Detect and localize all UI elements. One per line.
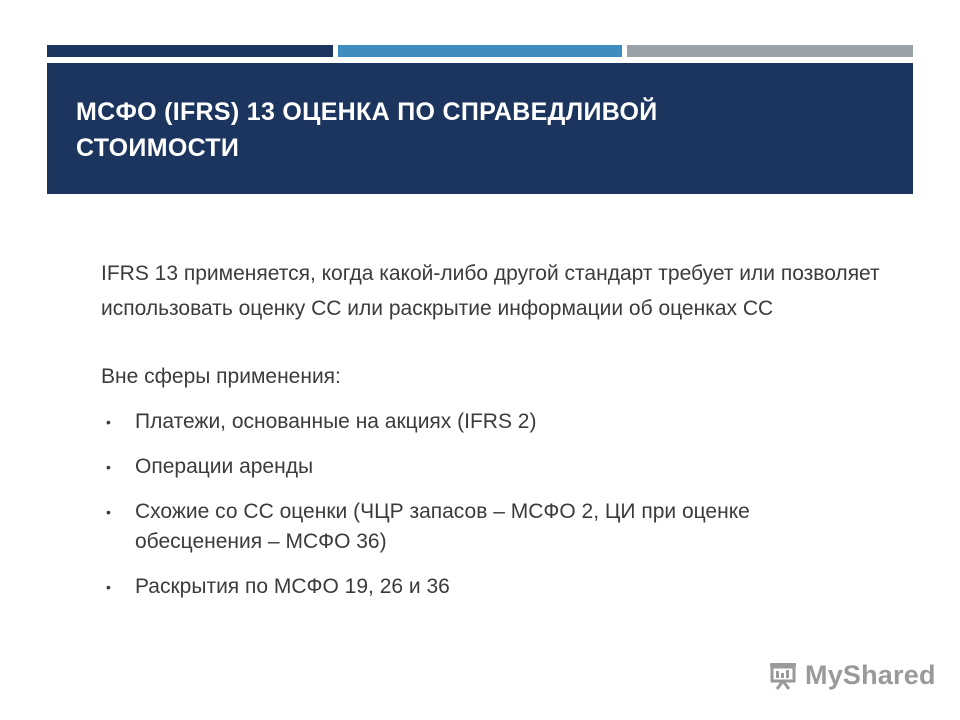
presentation-board-icon: [767, 659, 799, 691]
header-stripe-blue: [338, 45, 622, 57]
intro-paragraph: IFRS 13 применяется, когда какой-либо другой стандарт требует или позволяет использовать оценку СС или раскрытие информации об оценках СС: [101, 262, 880, 320]
bullet-icon: •: [106, 579, 111, 595]
bullet-icon: •: [106, 414, 111, 430]
slide-content: [101, 256, 901, 617]
logo-text: MyShared: [805, 659, 936, 690]
header-stripe-dark: [47, 45, 333, 57]
list-item-text: Схожие со СС оценки (ЧЦР запасов – МСФО 2, ЦИ при оценке обесценения – МСФО 36): [135, 500, 750, 553]
slide-title: МСФО (IFRS) 13 ОЦЕНКА ПО СПРАВЕДЛИВОЙ СТОИМОСТИ: [76, 97, 658, 162]
title-bar: [47, 63, 913, 194]
list-item-text: Платежи, основанные на акциях (IFRS 2): [135, 410, 537, 433]
bullet-icon: •: [106, 504, 111, 520]
list-item-text: Операции аренды: [135, 455, 314, 478]
myshared-logo: [767, 655, 936, 695]
list-item: [101, 497, 835, 557]
scope-heading: Вне сферы применения:: [101, 365, 341, 388]
header-stripe-gray: [627, 45, 913, 57]
list-item: [101, 407, 901, 437]
exclusion-list: [101, 407, 901, 602]
list-item: [101, 572, 901, 602]
bullet-icon: •: [106, 459, 111, 475]
list-item: [101, 452, 901, 482]
list-item-text: Раскрытия по МСФО 19, 26 и 36: [135, 575, 450, 598]
